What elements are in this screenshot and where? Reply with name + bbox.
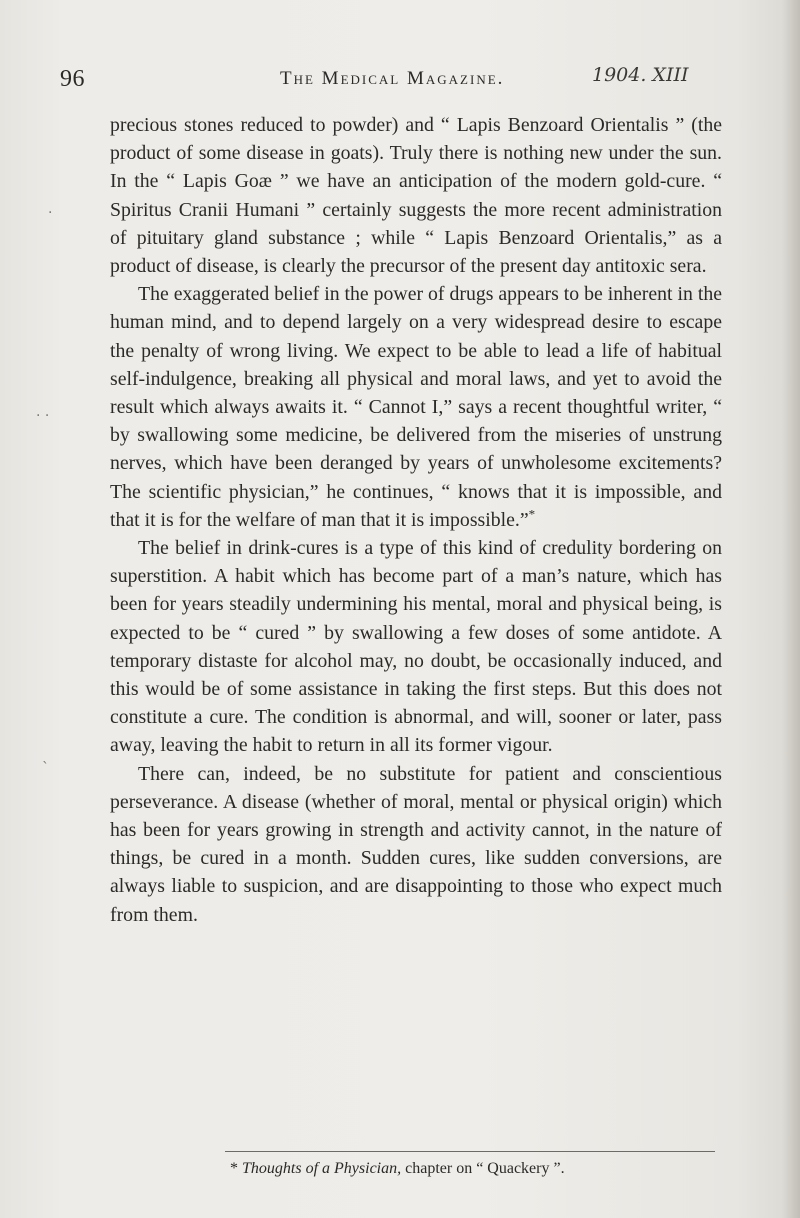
paragraph-1-text: precious stones reduced to powder) and “ Lapis Benzoard Orientalis ” (the product of some disease in goats). Truly there is nothing new under the sun. In the “ Lapis Goæ ” we have an anticipation of the modern gold-cure. “ Spiritus Cranii Humani ” certainly suggests the more recent administration of pituitary gland substance ; while “ Lapis Benzoard Orientalis,” as a product of disease, is clearly the precursor of the present day antitoxic sera. — [110, 114, 722, 278]
page-number: 96 — [60, 66, 85, 92]
margin-dot-mark: · — [48, 205, 53, 221]
article-body — [110, 111, 722, 929]
page-header — [60, 66, 760, 106]
margin-dot-mark: · · — [36, 408, 50, 424]
running-head: The Medical Magazine. — [280, 68, 505, 89]
footnote-mark: * — [230, 1160, 238, 1177]
paragraph-3 — [110, 534, 722, 760]
footnote — [230, 1159, 750, 1179]
footnote-rule — [225, 1151, 715, 1152]
page-edge-shadow — [782, 0, 800, 1218]
margin-tick-mark: ˎ — [42, 748, 49, 764]
paragraph-4-text: There can, indeed, be no substitute for patient and conscientious perseverance. A disease (whether of moral, mental or physical origin) which has been for years growing in strength and activity cannot, in the nature of things, be cured in a month. Sudden cures, like sudden conversions, are always liable to suspicion, and are disappointing to those who expect much from them. — [110, 762, 722, 926]
footnote-text: chapter on “ Quackery ”. — [401, 1160, 565, 1177]
footnote-reference[interactable]: * — [528, 506, 536, 522]
paragraph-3-text: The belief in drink-cures is a type of this kind of credulity bordering on superstition. A habit which has become part of a man’s nature, which has been for years steadily undermining his mental, moral and physical being, is expected to be “ cured ” by swallowing a few doses of some antidote. A temporary distaste for alcohol may, no doubt, be occasionally induced, and this would be of some assistance in taking the first steps. But this does not constitute a cure. The condition is abnormal, and will, sooner or later, pass away, leaving the habit to return in all its former vigour. — [110, 537, 722, 757]
handwritten-annotation: 1904. XIII — [592, 64, 689, 86]
paragraph-4 — [110, 760, 722, 929]
paragraph-2 — [110, 280, 722, 534]
paragraph-1 — [110, 111, 722, 280]
paragraph-2-text: The exaggerated belief in the power of drugs appears to be inherent in the human mind, and to depend largely on a very widespread desire to escape the penalty of wrong living. We expect to be able to lead a life of habitual self-indulgence, breaking all physical and moral laws, and yet to avoid the result which always awaits it. “ Cannot I,” says a recent thoughtful writer, “ by swallowing some medicine, be delivered from the miseries of unstrung nerves, which have been deranged by years of unwholesome excitements? The scientific physician,” he continues, “ knows that it is impossible, and that it is for the welfare of man that it is impossible.” — [110, 283, 722, 531]
footnote-title: Thoughts of a Physician, — [242, 1160, 402, 1177]
